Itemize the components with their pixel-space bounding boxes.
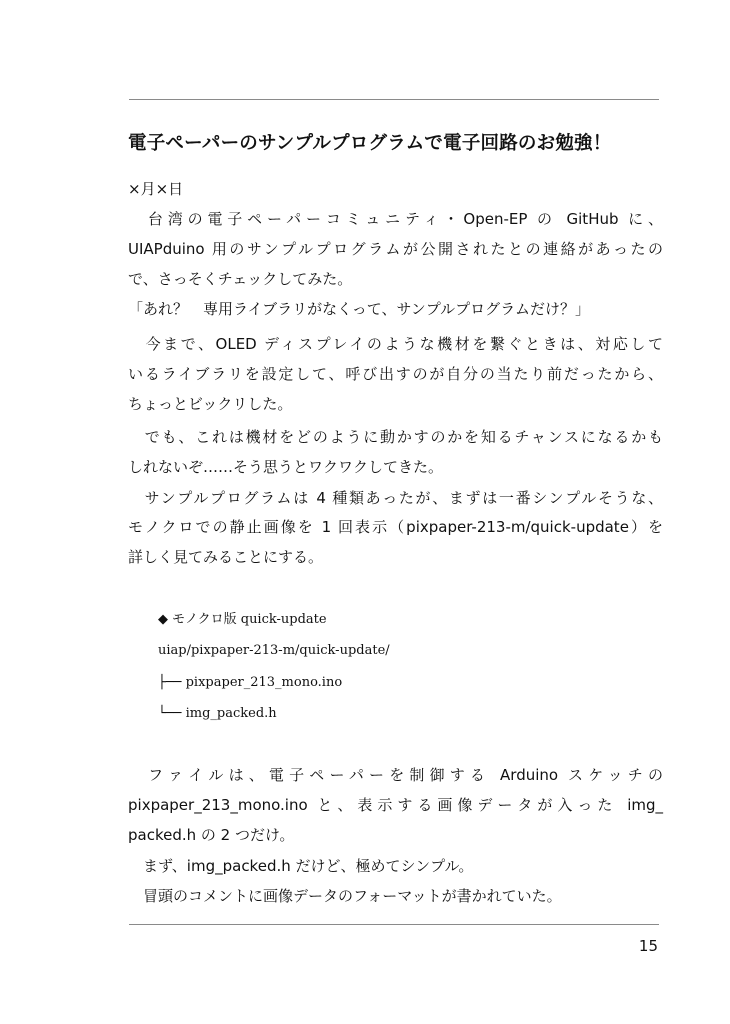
paragraph-2-line-1: 今まで、OLED ディスプレイのような機材を繋ぐときは、対応して	[128, 335, 663, 353]
code-line-heading: ◆ モノクロ版 quick-update	[158, 612, 327, 627]
paragraph-1-line-2: UIAPduino 用のサンプルプログラムが公開されたとの連絡があったの	[128, 240, 663, 258]
paragraph-5-line-2: pixpaper_213_mono.ino と、表示する画像データが入った img_	[128, 796, 663, 814]
date-line: ×月×日	[128, 180, 184, 198]
paragraph-3-line-1: でも、これは機材をどのように動かすのかを知るチャンスになるかも	[128, 428, 663, 446]
paragraph-6: まず、img_packed.h だけど、極めてシンプル。	[128, 857, 474, 875]
paragraph-4-line-3: 詳しく見てみることにする。	[128, 548, 324, 566]
paragraph-5-line-1: ファイルは、電子ペーパーを制御する Arduino スケッチの	[128, 766, 663, 784]
paragraph-2-line-3: ちょっとビックリした。	[128, 395, 293, 413]
paragraph-3-line-2: しれないぞ……そう思うとワクワクしてきた。	[128, 458, 444, 476]
paragraph-7: 冒頭のコメントに画像データのフォーマットが書かれていた。	[128, 887, 562, 905]
paragraph-4-line-2: モノクロでの静止画像を 1 回表示（pixpaper-213-m/quick-update）を	[128, 518, 663, 536]
paragraph-1-line-1: 台湾の電子ペーパーコミュニティ・Open-EP の GitHub に、	[128, 210, 663, 228]
paragraph-1-line-3: で、さっそくチェックしてみた。	[128, 270, 353, 288]
quote-line: 「あれ？ 専用ライブラリがなくって、サンプルプログラムだけ？」	[128, 300, 591, 318]
code-line-path: uiap/pixpaper-213-m/quick-update/	[158, 643, 390, 658]
paragraph-2-line-2: いるライブラリを設定して、呼び出すのが自分の当たり前だったから、	[128, 365, 663, 383]
header-rule	[129, 99, 659, 100]
footer-rule	[129, 924, 659, 925]
paragraph-5-line-3: packed.h の 2 つだけ。	[128, 826, 295, 844]
code-line-ino-file: ├── pixpaper_213_mono.ino	[158, 675, 343, 690]
page-number: 15	[638, 937, 658, 955]
paragraph-4-line-1: サンプルプログラムは 4 種類あったが、まずは一番シンプルそうな、	[128, 489, 663, 507]
code-line-header-file: └── img_packed.h	[158, 706, 277, 721]
article-title: 電子ペーパーのサンプルプログラムで電子回路のお勉強！	[128, 133, 612, 154]
